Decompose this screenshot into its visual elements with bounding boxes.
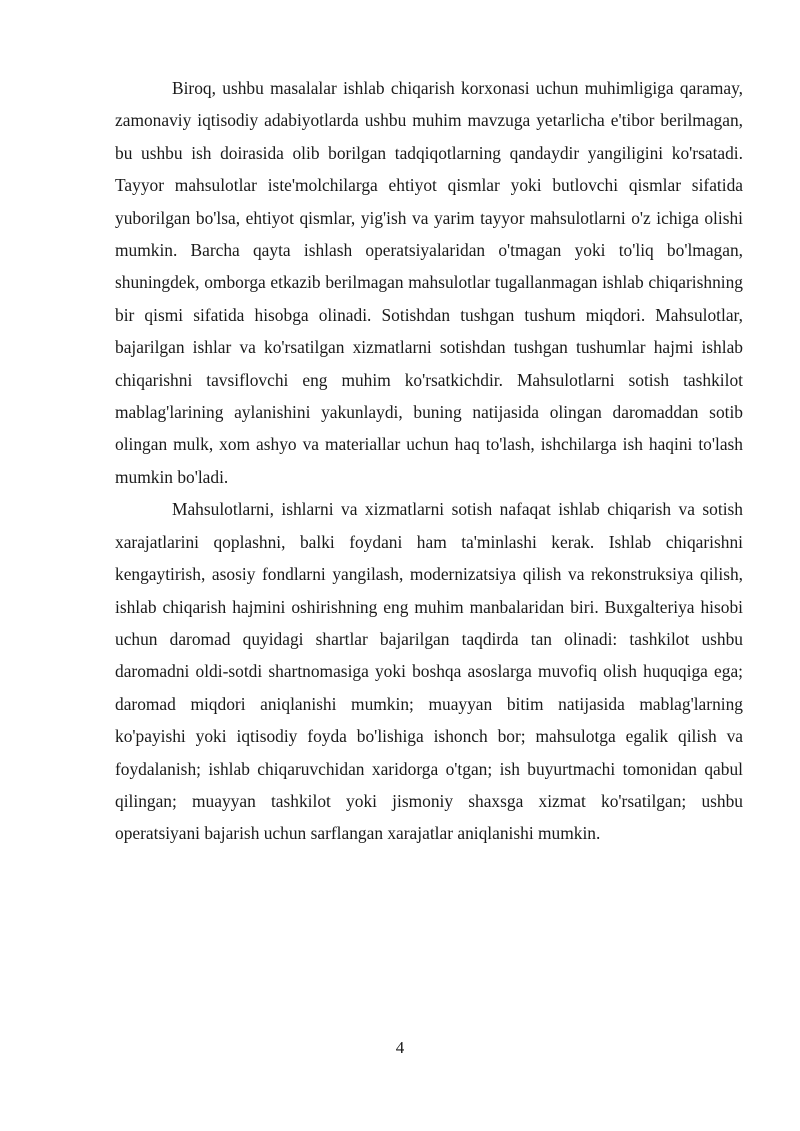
page-number: 4 [395,1038,405,1057]
paragraph-1: Biroq, ushbu masalalar ishlab chiqarish korxonasi uchun muhimligiga qaramay, zamonaviy iqtisodiy adabiyotlarda ushbu muhim mavzuga yetarlicha e'tibor berilmagan, bu ushbu ish doirasida olib borilgan tadqiqotlarning qandaydir yangiligini ko'rsatadi. Tayyor mahsulotlar iste'molchilarga ehtiyot qismlar yoki butlovchi qismlar sifatida yuborilgan bo'lsa, ehtiyot qismlar, yig'ish va yarim tayyor mahsulotlarni o'z ichiga olishi mumkin. Barcha qayta ishlash operatsiyalaridan o'tmagan yoki to'liq bo'lmagan, shuningdek, omborga etkazib berilmagan mahsulotlar tugallanmagan ishlab chiqarishning bir qismi sifatida hisobga olinadi. Sotishdan tushgan tushum miqdori. Mahsulotlar, bajarilgan ishlar va ko'rsatilgan xizmatlarni sotishdan tushgan tushumlar hajmi ishlab chiqarishni tavsiflovchi eng muhim ko'rsatkichdir. Mahsulotlarni sotish tashkilot mablag'larining aylanishini yakunlaydi, buning natijasida olingan daromaddan sotib olingan mulk, xom ashyo va materiallar uchun haq to'lash, ishchilarga ish haqini to'lash mumkin bo'ladi. [115,78,743,487]
paragraph-2: Mahsulotlarni, ishlarni va xizmatlarni sotish nafaqat ishlab chiqarish va sotish xarajatlarini qoplashni, balki foydani ham ta'minlashi kerak. Ishlab chiqarishni kengaytirish, asosiy fondlarni yangilash, modernizatsiya qilish va rekonstruksiya qilish, ishlab chiqarish hajmini oshirishning eng muhim manbalaridan biri. Buxgalteriya hisobi uchun daromad quyidagi shartlar bajarilgan taqdirda tan olinadi: tashkilot ushbu daromadni oldi-sotdi shartnomasiga yoki boshqa asoslarga muvofiq olish huquqiga ega; daromad miqdori aniqlanishi mumkin; muayyan bitim natijasida mablag'larning ko'payishi yoki iqtisodiy foyda bo'lishiga ishonch bor; mahsulotga egalik qilish va foydalanish; ishlab chiqaruvchidan xaridorga o'tgan; ish buyurtmachi tomonidan qabul qilingan; muayyan tashkilot yoki jismoniy shaxsga xizmat ko'rsatilgan; ushbu operatsiyani bajarish uchun sarflangan xarajatlar aniqlanishi mumkin. [115,499,743,844]
document-page [115,72,743,850]
